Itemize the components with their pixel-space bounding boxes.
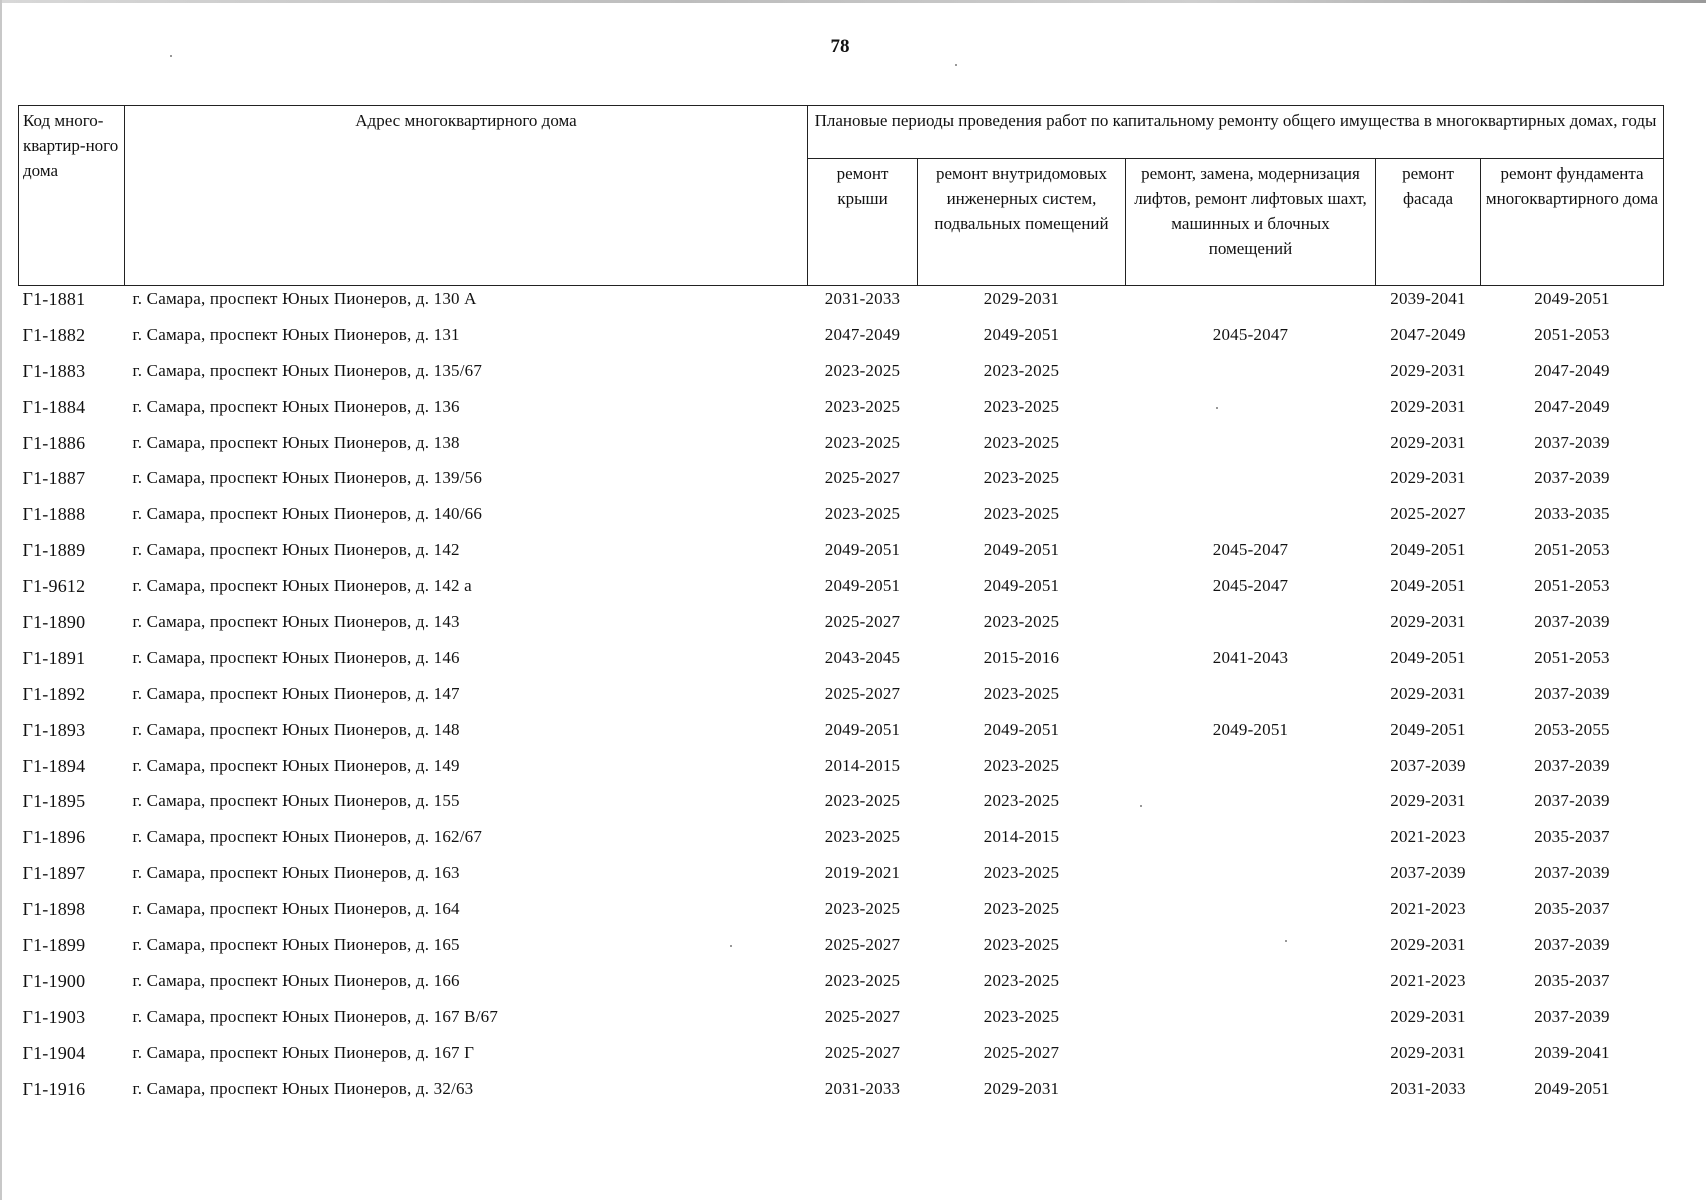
table-body	[19, 286, 1664, 1112]
cell-address: г. Самара, проспект Юных Пионеров, д. 136	[132, 396, 460, 416]
table-row	[19, 1040, 1664, 1076]
cell-lifts	[1126, 501, 1376, 537]
cell-address: г. Самара, проспект Юных Пионеров, д. 32/63	[132, 1078, 474, 1098]
cell-foundation: 2037-2039	[1534, 791, 1610, 811]
cell-facade: 2021-2023	[1390, 970, 1466, 990]
table-row	[19, 681, 1664, 717]
column-header-foundation: ремонт фундамента многоквартирного дома	[1481, 159, 1664, 286]
cell-lifts	[1126, 358, 1376, 394]
table-row	[19, 430, 1664, 466]
cell-systems: 2023-2025	[983, 1006, 1060, 1026]
cell-systems: 2025-2027	[983, 1042, 1060, 1062]
cell-address: г. Самара, проспект Юных Пионеров, д. 167 В/67	[132, 1006, 499, 1026]
capital-repair-table	[18, 105, 1664, 1111]
cell-systems: 2023-2025	[983, 432, 1060, 452]
column-header-facade: ремонт фасада	[1376, 159, 1481, 286]
cell-systems: 2015-2016	[983, 647, 1060, 667]
cell-code: Г1-1889	[22, 540, 86, 561]
table-row	[19, 645, 1664, 681]
cell-roof: 2049-2051	[824, 719, 901, 739]
cell-foundation: 2051-2053	[1534, 324, 1610, 344]
cell-foundation: 2037-2039	[1534, 468, 1610, 488]
cell-lifts	[1126, 753, 1376, 789]
cell-address: г. Самара, проспект Юных Пионеров, д. 167 Г	[132, 1042, 475, 1062]
cell-facade: 2029-2031	[1390, 1042, 1466, 1062]
cell-code: Г1-1903	[22, 1006, 86, 1027]
cell-address: г. Самара, проспект Юных Пионеров, д. 143	[132, 612, 460, 632]
cell-foundation: 2051-2053	[1534, 540, 1610, 560]
cell-foundation: 2035-2037	[1534, 899, 1610, 919]
cell-systems: 2023-2025	[983, 791, 1060, 811]
cell-code: Г1-1891	[22, 647, 86, 668]
cell-systems: 2049-2051	[983, 719, 1060, 739]
cell-foundation: 2037-2039	[1534, 1006, 1610, 1026]
cell-roof: 2031-2033	[824, 289, 901, 308]
cell-facade: 2037-2039	[1390, 755, 1466, 775]
column-header-address: Адрес многоквартирного дома	[125, 106, 808, 286]
cell-address: г. Самара, проспект Юных Пионеров, д. 165	[132, 935, 460, 955]
cell-lifts	[1126, 1004, 1376, 1040]
table-row	[19, 609, 1664, 645]
page-number: 78	[830, 36, 850, 57]
cell-roof: 2025-2027	[824, 612, 901, 632]
cell-code: Г1-1883	[22, 360, 86, 381]
column-header-periods: Плановые периоды проведения работ по капитальному ремонту общего имущества в многоквартирных домах, годы	[808, 106, 1664, 159]
cell-foundation: 2037-2039	[1534, 935, 1610, 955]
cell-lifts	[1126, 681, 1376, 717]
cell-code: Г1-1900	[22, 970, 86, 991]
cell-roof: 2023-2025	[824, 432, 901, 452]
cell-code: Г1-1884	[22, 396, 86, 417]
cell-address: г. Самара, проспект Юных Пионеров, д. 146	[132, 647, 460, 667]
cell-code: Г1-1894	[22, 755, 86, 776]
cell-foundation: 2047-2049	[1534, 360, 1610, 380]
cell-roof: 2023-2025	[824, 899, 901, 919]
cell-systems: 2023-2025	[983, 360, 1060, 380]
table-row	[19, 322, 1664, 358]
cell-code: Г1-1886	[22, 432, 86, 453]
cell-address: г. Самара, проспект Юных Пионеров, д. 139/56	[132, 468, 483, 488]
cell-roof: 2025-2027	[824, 1006, 901, 1026]
cell-lifts: 2041-2043	[1212, 647, 1289, 667]
cell-address: г. Самара, проспект Юных Пионеров, д. 142	[132, 540, 460, 560]
scan-speck	[170, 55, 172, 57]
column-header-lifts: ремонт, замена, модернизация лифтов, ремонт лифтовых шахт, машинных и блочных помещений	[1126, 159, 1376, 286]
table-row	[19, 358, 1664, 394]
cell-foundation: 2035-2037	[1534, 827, 1610, 847]
column-header-code: Код много-квартир-ного дома	[19, 106, 125, 286]
table-row	[19, 824, 1664, 860]
cell-code: Г1-1896	[22, 827, 86, 848]
table-row	[19, 573, 1664, 609]
cell-lifts	[1126, 860, 1376, 896]
cell-lifts	[1126, 465, 1376, 501]
cell-address: г. Самара, проспект Юных Пионеров, д. 130 А	[132, 289, 477, 308]
cell-systems: 2014-2015	[983, 827, 1060, 847]
cell-lifts	[1126, 1040, 1376, 1076]
cell-code: Г1-1899	[22, 935, 86, 956]
cell-roof: 2049-2051	[824, 540, 901, 560]
cell-code: Г1-1893	[22, 719, 86, 740]
cell-systems: 2049-2051	[983, 540, 1060, 560]
cell-facade: 2039-2041	[1390, 289, 1466, 308]
cell-facade: 2029-2031	[1390, 683, 1466, 703]
cell-address: г. Самара, проспект Юных Пионеров, д. 147	[132, 683, 460, 703]
cell-code: Г1-1897	[22, 863, 86, 884]
cell-facade: 2029-2031	[1390, 935, 1466, 955]
cell-roof: 2031-2033	[824, 1078, 901, 1098]
cell-address: г. Самара, проспект Юных Пионеров, д. 140/66	[132, 504, 483, 524]
cell-systems: 2023-2025	[983, 468, 1060, 488]
cell-facade: 2049-2051	[1390, 576, 1466, 596]
cell-lifts	[1126, 430, 1376, 466]
cell-facade: 2029-2031	[1390, 1006, 1466, 1026]
cell-foundation: 2047-2049	[1534, 396, 1610, 416]
table-row	[19, 394, 1664, 430]
column-header-systems: ремонт внутридомовых инженерных систем, подвальных помещений	[918, 159, 1126, 286]
cell-facade: 2037-2039	[1390, 863, 1466, 883]
cell-address: г. Самара, проспект Юных Пионеров, д. 163	[132, 863, 460, 883]
cell-code: Г1-1898	[22, 899, 86, 920]
cell-systems: 2023-2025	[983, 935, 1060, 955]
cell-facade: 2021-2023	[1390, 899, 1466, 919]
cell-lifts	[1126, 1076, 1376, 1112]
cell-facade: 2049-2051	[1390, 647, 1466, 667]
cell-roof: 2049-2051	[824, 576, 901, 596]
cell-roof: 2023-2025	[824, 791, 901, 811]
cell-roof: 2023-2025	[824, 396, 901, 416]
cell-foundation: 2051-2053	[1534, 647, 1610, 667]
cell-facade: 2049-2051	[1390, 719, 1466, 739]
cell-systems: 2029-2031	[983, 289, 1060, 308]
cell-roof: 2025-2027	[824, 468, 901, 488]
cell-address: г. Самара, проспект Юных Пионеров, д. 155	[132, 791, 460, 811]
cell-roof: 2023-2025	[824, 970, 901, 990]
table-row	[19, 501, 1664, 537]
cell-lifts	[1126, 968, 1376, 1004]
cell-code: Г1-1916	[22, 1078, 86, 1099]
cell-lifts	[1126, 609, 1376, 645]
cell-facade: 2025-2027	[1390, 504, 1466, 524]
cell-lifts	[1126, 286, 1376, 322]
cell-code: Г1-1890	[22, 612, 86, 633]
cell-lifts	[1126, 394, 1376, 430]
cell-systems: 2049-2051	[983, 576, 1060, 596]
cell-address: г. Самара, проспект Юных Пионеров, д. 148	[132, 719, 460, 739]
cell-facade: 2031-2033	[1390, 1078, 1466, 1098]
cell-systems: 2023-2025	[983, 612, 1060, 632]
cell-lifts: 2045-2047	[1212, 540, 1289, 560]
cell-code: Г1-1882	[22, 324, 86, 345]
cell-foundation: 2035-2037	[1534, 970, 1610, 990]
column-header-roof: ремонт крыши	[808, 159, 918, 286]
cell-facade: 2029-2031	[1390, 468, 1466, 488]
cell-address: г. Самара, проспект Юных Пионеров, д. 135/67	[132, 360, 483, 380]
cell-code: Г1-1888	[22, 504, 86, 525]
table-row	[19, 1004, 1664, 1040]
cell-foundation: 2037-2039	[1534, 612, 1610, 632]
cell-lifts	[1126, 824, 1376, 860]
cell-systems: 2029-2031	[983, 1078, 1060, 1098]
table-row	[19, 717, 1664, 753]
cell-systems: 2023-2025	[983, 970, 1060, 990]
cell-foundation: 2037-2039	[1534, 683, 1610, 703]
cell-systems: 2023-2025	[983, 755, 1060, 775]
cell-foundation: 2039-2041	[1534, 1042, 1610, 1062]
cell-systems: 2049-2051	[983, 324, 1060, 344]
table-row	[19, 788, 1664, 824]
cell-facade: 2029-2031	[1390, 360, 1466, 380]
cell-foundation: 2051-2053	[1534, 576, 1610, 596]
cell-code: Г1-1895	[22, 791, 86, 812]
table-row	[19, 465, 1664, 501]
table-row	[19, 932, 1664, 968]
cell-roof: 2025-2027	[824, 935, 901, 955]
cell-address: г. Самара, проспект Юных Пионеров, д. 142 а	[132, 576, 472, 596]
cell-code: Г1-9612	[22, 576, 86, 597]
cell-facade: 2029-2031	[1390, 612, 1466, 632]
cell-systems: 2023-2025	[983, 863, 1060, 883]
cell-systems: 2023-2025	[983, 683, 1060, 703]
cell-facade: 2021-2023	[1390, 827, 1466, 847]
cell-lifts	[1126, 932, 1376, 968]
cell-foundation: 2033-2035	[1534, 504, 1610, 524]
cell-address: г. Самара, проспект Юных Пионеров, д. 162/67	[132, 827, 483, 847]
cell-address: г. Самара, проспект Юных Пионеров, д. 131	[132, 324, 460, 344]
cell-address: г. Самара, проспект Юных Пионеров, д. 166	[132, 970, 460, 990]
scan-edge-left	[0, 0, 2, 1200]
cell-roof: 2014-2015	[824, 755, 901, 775]
cell-roof: 2025-2027	[824, 683, 901, 703]
cell-address: г. Самара, проспект Юных Пионеров, д. 138	[132, 432, 460, 452]
cell-roof: 2047-2049	[824, 324, 901, 344]
cell-lifts: 2049-2051	[1212, 719, 1289, 739]
cell-address: г. Самара, проспект Юных Пионеров, д. 149	[132, 755, 460, 775]
cell-facade: 2029-2031	[1390, 791, 1466, 811]
cell-systems: 2023-2025	[983, 899, 1060, 919]
cell-facade: 2029-2031	[1390, 396, 1466, 416]
table-row	[19, 968, 1664, 1004]
table-row	[19, 1076, 1664, 1112]
cell-roof: 2025-2027	[824, 1042, 901, 1062]
cell-lifts	[1126, 788, 1376, 824]
cell-lifts	[1126, 896, 1376, 932]
cell-facade: 2049-2051	[1390, 540, 1466, 560]
cell-foundation: 2049-2051	[1534, 1078, 1610, 1098]
cell-foundation: 2037-2039	[1534, 863, 1610, 883]
table-row	[19, 860, 1664, 896]
cell-foundation: 2037-2039	[1534, 755, 1610, 775]
scan-edge-top	[0, 0, 1706, 3]
cell-address: г. Самара, проспект Юных Пионеров, д. 164	[132, 899, 460, 919]
cell-systems: 2023-2025	[983, 396, 1060, 416]
cell-roof: 2023-2025	[824, 504, 901, 524]
cell-foundation: 2053-2055	[1534, 719, 1610, 739]
cell-lifts: 2045-2047	[1212, 324, 1289, 344]
table-row	[19, 753, 1664, 789]
scan-speck	[955, 64, 957, 66]
cell-facade: 2047-2049	[1390, 324, 1466, 344]
cell-foundation: 2037-2039	[1534, 432, 1610, 452]
cell-facade: 2029-2031	[1390, 432, 1466, 452]
cell-code: Г1-1892	[22, 683, 86, 704]
table-row	[19, 286, 1664, 322]
cell-roof: 2023-2025	[824, 360, 901, 380]
cell-code: Г1-1881	[22, 289, 86, 309]
cell-code: Г1-1887	[22, 468, 86, 489]
cell-systems: 2023-2025	[983, 504, 1060, 524]
cell-foundation: 2049-2051	[1534, 289, 1610, 308]
table-row	[19, 537, 1664, 573]
cell-code: Г1-1904	[22, 1042, 86, 1063]
cell-roof: 2043-2045	[824, 647, 901, 667]
table-row	[19, 896, 1664, 932]
cell-roof: 2023-2025	[824, 827, 901, 847]
cell-lifts: 2045-2047	[1212, 576, 1289, 596]
cell-roof: 2019-2021	[824, 863, 901, 883]
